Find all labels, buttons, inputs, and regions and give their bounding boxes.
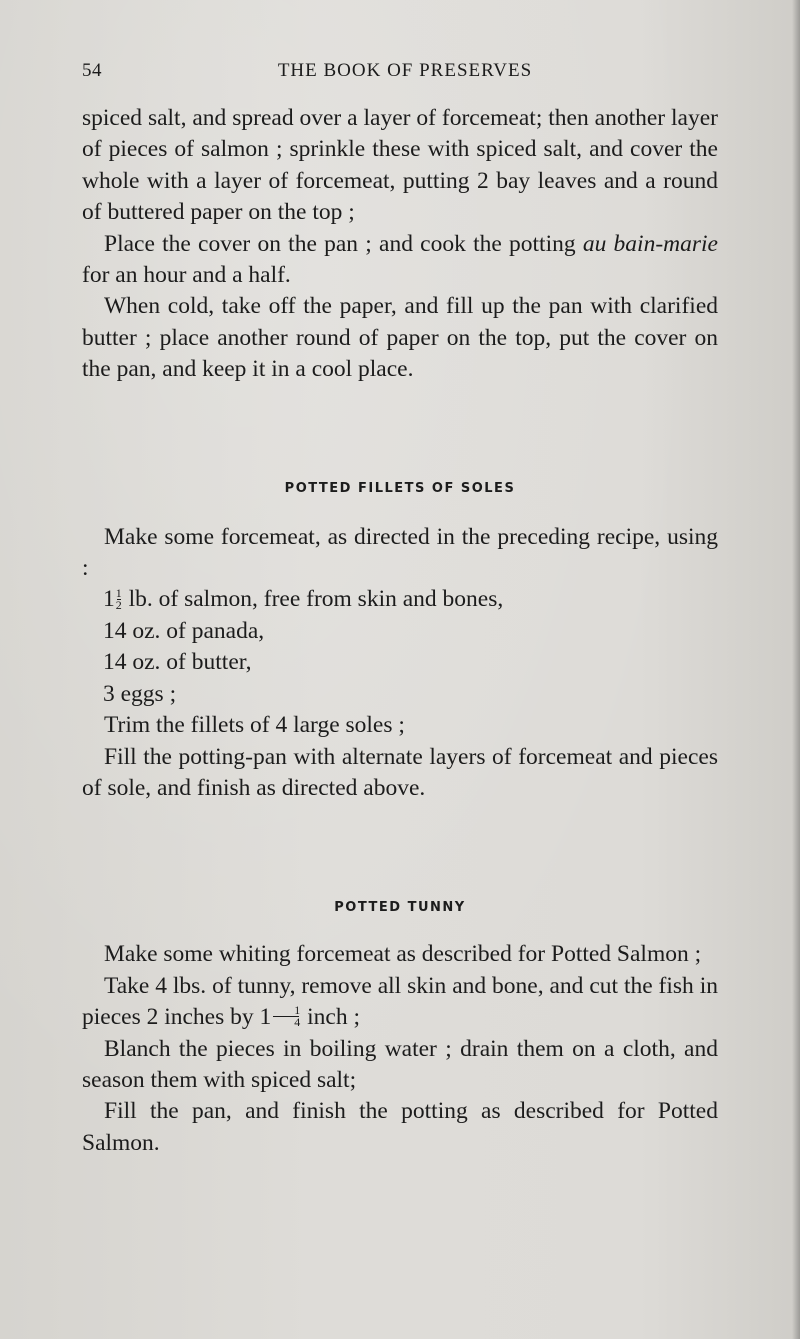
soles-intro: Make some forcemeat, as directed in the preceding recipe, using : xyxy=(82,523,718,582)
paragraph-cook-text-2: for an hour and a half. xyxy=(82,262,291,289)
running-title: THE BOOK OF PRESERVES xyxy=(277,60,533,81)
paragraph-cold: When cold, take off the paper, and fill up the pan with clarified butter ; place another round of paper on the top, put the cover on the pan, and keep it in a cool place. xyxy=(82,293,718,383)
page-edge-shadow xyxy=(792,0,800,1339)
fraction-whole: 1 xyxy=(103,586,115,613)
tunny-step-take xyxy=(82,971,718,1034)
spacer xyxy=(82,386,718,481)
page-number: 54 xyxy=(82,60,102,81)
fraction-numerator: 1 xyxy=(294,1003,301,1018)
ingredient-butter: 14 oz. of butter, xyxy=(103,649,252,676)
running-head xyxy=(82,58,718,88)
tunny-step-blanch: Blanch the pieces in boiling water ; drain them on a cloth, and season them with spiced salt; xyxy=(82,1035,718,1093)
italic-term: au bain-marie xyxy=(582,230,718,257)
fraction-denominator: 2 xyxy=(115,597,122,612)
fraction-quarter xyxy=(272,1005,300,1028)
soles-step-trim: Trim the fillets of 4 large soles ; xyxy=(104,712,405,739)
fraction-numerator: 1 xyxy=(115,585,122,600)
tunny-step-take-text-2: inch ; xyxy=(301,1004,361,1031)
soles-step-fill: Fill the potting-pan with alternate layers of forcemeat and pieces of sole, and finish as directed above. xyxy=(82,743,718,801)
tunny-step-forcemeat: Make some whiting forcemeat as described for Potted Salmon ; xyxy=(104,941,702,968)
tunny-step-take-text-1: Take 4 lbs. of tunny, remove all skin and bone, and cut the fish in pieces 2 inches by 1 xyxy=(82,972,718,1031)
ingredient-salmon-text: lb. of salmon, free from skin and bones, xyxy=(122,586,504,613)
ingredient-eggs: 3 eggs ; xyxy=(103,680,177,707)
fraction-half xyxy=(115,585,122,612)
paragraph-cook xyxy=(82,229,718,292)
spacer xyxy=(82,915,718,939)
body-text xyxy=(82,103,718,1159)
spacer xyxy=(82,496,718,522)
ingredient-panada: 14 oz. of panada, xyxy=(103,617,265,644)
section-heading-soles: POTTED FILLETS OF SOLES xyxy=(284,480,516,496)
ingredient-salmon xyxy=(82,584,718,615)
spacer xyxy=(82,804,718,900)
paragraph-continuation: spiced salt, and spread over a layer of forcemeat; then another layer of pieces of salmon ; sprinkle these with spiced salt, and cover the whole with a layer of forcemeat, putting 2 bay leaves and a round of buttered paper on the top ; xyxy=(82,105,718,226)
fraction-denominator: 4 xyxy=(294,1015,301,1030)
section-heading-tunny: POTTED TUNNY xyxy=(334,900,466,916)
paragraph-cook-text-1: Place the cover on the pan ; and cook the potting xyxy=(104,230,583,257)
tunny-step-fill: Fill the pan, and finish the potting as described for Potted Salmon. xyxy=(82,1098,718,1156)
